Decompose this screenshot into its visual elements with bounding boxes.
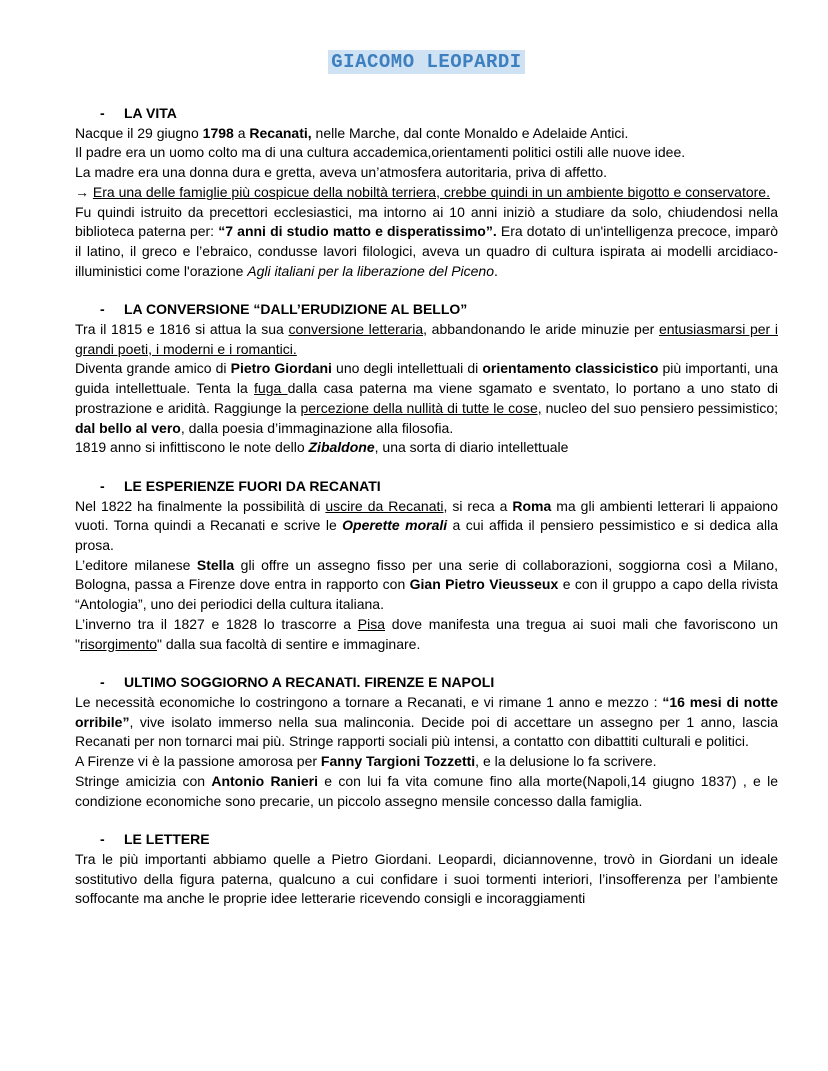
section-heading: - LE ESPERIENZE FUORI DA RECANATI: [100, 477, 381, 494]
section-heading: - ULTIMO SOGGIORNO A RECANATI. FIRENZE E NAPOLI: [100, 674, 495, 691]
paragraph: L’editore milanese Stella gli offre un assegno fisso per una serie di collaborazioni, soggiorna così a Milano, Bologna, passa a Firenze dove entra in rapporto con Gian Pietro Vieusseux e con il gruppo a capo della rivista “Antologia”, uno dei periodici della cultura italiana.: [75, 556, 778, 613]
paragraph: Tra il 1815 e 1816 si attua la sua conversione letteraria, abbandonando le aride minuzie per entusiasmarsi per i grandi poeti, i moderni e i romantici.: [75, 321, 778, 357]
section-heading: - LA CONVERSIONE “DALL’ERUDIZIONE AL BELLO”: [100, 301, 468, 318]
section-heading: - LA VITA: [100, 105, 177, 121]
paragraph: L’inverno tra il 1827 e 1828 lo trascorre a Pisa dove manifesta una tregua ai suoi mali che favoriscono un "risorgimento" dalla sua facoltà di sentire e immaginare.: [75, 615, 778, 652]
paragraph: Diventa grande amico di Pietro Giordani uno degli intellettuali di orientamento classicistico più importanti, una guida intellettuale. Tenta la fuga dalla casa paterna ma viene sgamato e sventato, lo portano a uno stato di prostrazione e aridità. Raggiunge la percezione della nullità di tutte le cose, nucleo del suo pensiero pessimistico; dal bello al vero, dalla poesia d’immaginazione alla filosofia.: [75, 360, 779, 436]
title-wrap: [75, 50, 778, 74]
section-la-vita: [75, 104, 778, 281]
section-heading: - LE LETTERE: [100, 831, 210, 848]
paragraph: A Firenze vi è la passione amorosa per Fanny Targioni Tozzetti, e la delusione lo fa scrivere.: [75, 753, 657, 770]
section-la-conversione: [75, 300, 778, 458]
paragraph: Le necessità economiche lo costringono a tornare a Recanati, e vi rimane 1 anno e mezzo : “16 mesi di notte orribile”, vive isolato immerso nella sua malinconia. Decide poi di accettare un assegno per 1 anno, lascia Recanati per non tornarci mai più. Stringe rapporti sociali più intensi, a contatto con dibattiti culturali e politici.: [75, 693, 778, 750]
section-le-esperienze: [75, 477, 778, 654]
paragraph: 1819 anno si infittiscono le note dello Zibaldone, una sorta di diario intellettuale: [75, 439, 569, 456]
section-ultimo-soggiorno: [75, 673, 778, 811]
page-title: GIACOMO LEOPARDI: [328, 50, 524, 74]
paragraph: Nacque il 29 giugno 1798 a Recanati, nelle Marche, dal conte Monaldo e Adelaide Antici.: [75, 124, 629, 141]
section-le-lettere: [75, 830, 778, 909]
paragraph: Nel 1822 ha finalmente la possibilità di uscire da Recanati, si reca a Roma ma gli ambienti letterari li appaiono vuoti. Torna quindi a Recanati e scrive le Operette morali a cui affida il pensiero pessimistico e si dedica alla prosa.: [75, 497, 778, 554]
document-page: [75, 50, 778, 928]
paragraph: Stringe amicizia con Antonio Ranieri e con lui fa vita comune fino alla morte(Napoli,14 giugno 1837) , e le condizione economiche sono precarie, un piccolo assegno mensile concesso dalla famiglia.: [75, 772, 778, 809]
paragraph: → Era una delle famiglie più cospicue della nobiltà terriera, crebbe quindi in un ambiente bigotto e conservatore.: [75, 183, 770, 200]
paragraph: Tra le più importanti abbiamo quelle a Pietro Giordani. Leopardi, diciannovenne, trovò in Giordani un ideale sostitutivo della figura paterna, qualcuno a cui confidare i suoi tormenti interiori, l’insofferenza per l’ambiente soffocante ma anche le proprie idee letterarie ricevendo consigli e incoraggiamenti: [75, 850, 778, 907]
paragraph: La madre era una donna dura e gretta, aveva un’atmosfera autoritaria, priva di affetto.: [75, 164, 608, 181]
paragraph: Fu quindi istruito da precettori ecclesiastici, ma intorno ai 10 anni iniziò a studiare da solo, chiudendosi nella biblioteca paterna per: “7 anni di studio matto e disperatissimo”. Era dotato di un'intelligenza precoce, imparò il latino, il greco e l’ebraico, condusse lavori filologici, aveva un quadro di cultura ispirata ai modelli arcidiaco-illuministici come l'orazione Agli italiani per la liberazione del Piceno.: [75, 203, 779, 279]
paragraph: Il padre era un uomo colto ma di una cultura accademica,orientamenti politici ostili alle nuove idee.: [75, 144, 686, 161]
